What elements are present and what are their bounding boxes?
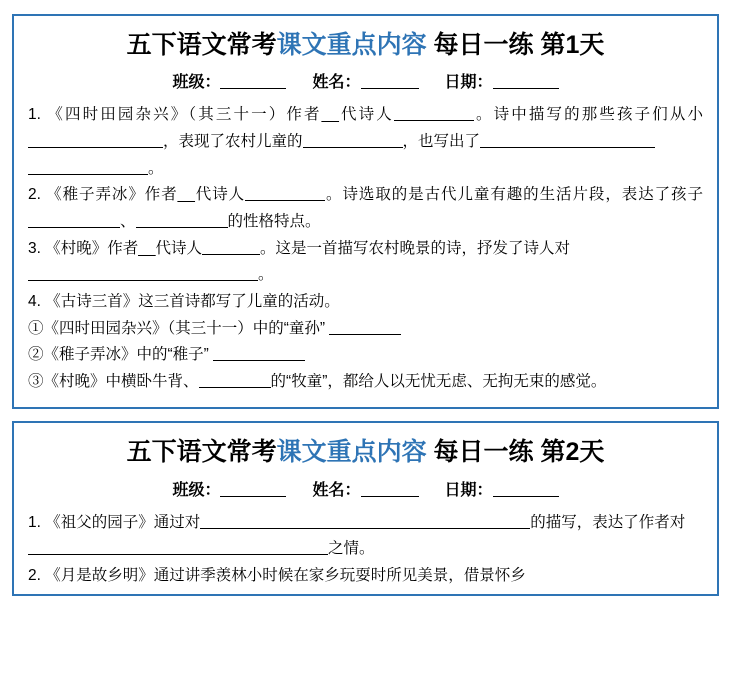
name-label: 姓名：: [312, 481, 361, 499]
item-text: 。诗中描写的那些孩子们从小: [473, 106, 703, 124]
fill-blank[interactable]: [28, 539, 328, 556]
worksheet-meta-day2: [28, 477, 703, 500]
item-text: 《月是故乡明》通过讲季羡林小时候在家乡玩耍时所见美景，借景怀乡: [45, 567, 526, 585]
fill-blank[interactable]: [28, 158, 148, 175]
name-label: 姓名：: [312, 74, 361, 92]
fill-blank[interactable]: [199, 371, 271, 388]
fill-blank[interactable]: [480, 131, 655, 148]
item-text: 的描写，表达了作者对: [530, 513, 686, 531]
name-blank[interactable]: [361, 481, 419, 497]
item-text: 的“牧童”，都给人以无忧无虑、无拘无束的感觉。: [270, 372, 607, 390]
date-label: 日期：: [444, 481, 493, 499]
item-text: 。这是一首描写农村晚景的诗，抒发了诗人对: [260, 239, 571, 257]
title-highlight: 课文重点内容: [276, 438, 427, 467]
worksheet-meta-day1: [28, 69, 703, 92]
item-text: 《古诗三首》这三首诗都写了儿童的活动。: [45, 292, 340, 310]
fill-blank[interactable]: [28, 211, 120, 228]
item-number: ③: [28, 372, 44, 390]
item-text: ，也写出了: [402, 132, 481, 150]
item-text: 《村晚》中横卧牛背、: [43, 372, 199, 390]
question-item: [28, 316, 703, 343]
item-text: 《祖父的园子》通过对: [45, 513, 201, 531]
item-number: 2.: [28, 186, 41, 204]
question-item: [28, 182, 703, 235]
class-label: 班级：: [172, 74, 221, 92]
item-text: 。: [148, 159, 164, 177]
worksheet-title-day1: [28, 30, 703, 61]
item-number: ②: [28, 346, 44, 364]
class-blank[interactable]: [220, 73, 286, 89]
fill-blank[interactable]: [329, 318, 401, 335]
item-number: 1.: [28, 513, 41, 531]
fill-blank[interactable]: [200, 512, 530, 529]
item-text: 《村晚》作者__代诗人: [45, 239, 202, 257]
fill-blank[interactable]: [245, 185, 325, 202]
title-suffix: 每日一练 第2天: [426, 438, 605, 467]
fill-blank[interactable]: [303, 131, 403, 148]
fill-blank[interactable]: [202, 238, 260, 255]
item-text: 、: [120, 212, 136, 230]
worksheet-body-day2: [28, 510, 703, 590]
item-text: 《稚子弄冰》作者__代诗人: [46, 186, 246, 204]
question-item: [28, 510, 703, 563]
item-text: 《四时田园杂兴》（其三十一）作者__代诗人: [47, 106, 394, 124]
class-label: 班级：: [172, 481, 221, 499]
item-text: 的性格特点。: [227, 212, 321, 230]
date-blank[interactable]: [493, 481, 559, 497]
title-suffix: 每日一练 第1天: [426, 31, 605, 59]
date-label: 日期：: [444, 74, 493, 92]
fill-blank[interactable]: [136, 211, 228, 228]
worksheet-card-day1: [12, 14, 719, 409]
item-number: 2.: [28, 567, 41, 585]
item-number: ①: [28, 319, 44, 337]
question-item: [28, 369, 703, 396]
item-text: 之情。: [328, 540, 375, 558]
fill-blank[interactable]: [28, 265, 258, 282]
item-text: 《稚子弄冰》中的“稚子”: [43, 346, 209, 364]
question-item: [28, 289, 703, 316]
title-highlight: 课文重点内容: [276, 31, 427, 59]
worksheet-card-day2: [12, 421, 719, 595]
item-text: 。诗选取的是古代儿童有趣的生活片段，表达了孩子: [325, 186, 703, 204]
item-number: 1.: [28, 106, 41, 124]
worksheet-title-day2: [28, 437, 703, 468]
date-blank[interactable]: [493, 73, 559, 89]
title-prefix: 五下语文常考: [126, 438, 277, 467]
fill-blank[interactable]: [213, 345, 305, 362]
question-item: [28, 342, 703, 369]
question-item: [28, 563, 703, 590]
item-text: 《四时田园杂兴》（其三十一）中的“童孙”: [43, 319, 326, 337]
item-text: 。: [258, 266, 274, 284]
question-item: [28, 102, 703, 182]
class-blank[interactable]: [220, 481, 286, 497]
fill-blank[interactable]: [394, 105, 474, 122]
name-blank[interactable]: [361, 73, 419, 89]
item-number: 4.: [28, 292, 41, 310]
item-text: ，表现了农村儿童的: [163, 132, 303, 150]
title-prefix: 五下语文常考: [126, 31, 277, 59]
worksheet-body-day1: [28, 102, 703, 395]
fill-blank[interactable]: [28, 131, 163, 148]
item-number: 3.: [28, 239, 41, 257]
question-item: [28, 236, 703, 289]
